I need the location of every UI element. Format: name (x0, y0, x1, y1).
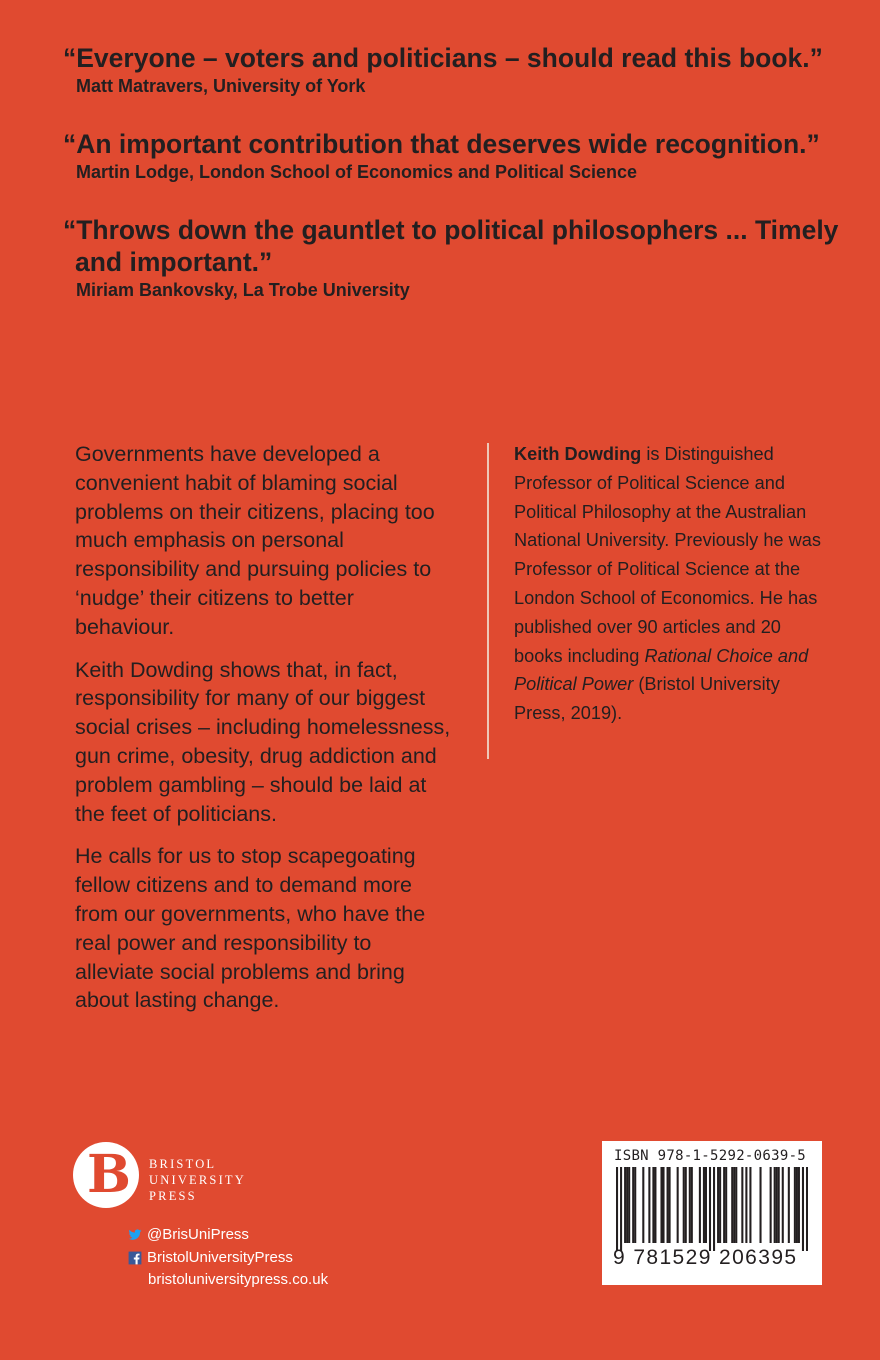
barcode-bar (770, 1167, 772, 1243)
barcode-bar (723, 1167, 725, 1243)
barcode-bar (660, 1167, 662, 1243)
barcode-bar (648, 1167, 650, 1243)
barcode-bar (794, 1167, 796, 1243)
barcode-bar (662, 1167, 664, 1243)
barcode-bar (719, 1167, 721, 1243)
logo-wordmark (149, 1156, 269, 1204)
column-divider (487, 443, 489, 759)
isbn-label: ISBN 978-1-5292-0639-5 (614, 1148, 807, 1164)
barcode-bar (806, 1167, 808, 1251)
description-paragraph: Keith Dowding shows that, in fact, responsibility for many of our biggest social crises – including homelessness, gun crime, obesity, drug addiction and problem gambling – should be laid at the feet of politicians. (75, 657, 451, 826)
barcode-bar (626, 1167, 628, 1243)
barcode-bar (699, 1167, 701, 1243)
ean-digits: 9 781529 206395 (613, 1246, 798, 1269)
barcode-bar (632, 1167, 634, 1243)
endorsement (63, 42, 843, 98)
endorsement (63, 128, 843, 184)
barcode-bar (788, 1167, 790, 1243)
facebook-handle: BristolUniversityPress (147, 1248, 293, 1266)
barcode-bar (703, 1167, 705, 1243)
barcode-bar (667, 1167, 669, 1243)
facebook-link[interactable] (128, 1247, 328, 1270)
endorsement-source: Martin Lodge, London School of Economics and Political Science (76, 162, 638, 182)
barcode-bar (717, 1167, 719, 1243)
website-url: bristoluniversitypress.co.uk (148, 1271, 329, 1288)
barcode-bar (691, 1167, 693, 1243)
endorsement-quote: “Throws down the gauntlet to political philosophers ... Timely and important.” (63, 215, 839, 277)
barcode-bar (654, 1167, 656, 1243)
author-bio (514, 440, 834, 728)
author-name: Keith Dowding (514, 444, 642, 464)
barcode-bar (776, 1167, 778, 1243)
barcode-bar (798, 1167, 800, 1243)
barcode-bar (685, 1167, 687, 1243)
barcode-bar (683, 1167, 685, 1243)
barcode-bar (620, 1167, 622, 1251)
barcode-bar (616, 1167, 618, 1251)
publisher-contacts (128, 1224, 328, 1292)
barcode-bar (652, 1167, 654, 1243)
barcode-bar (733, 1167, 735, 1243)
endorsement-quote: “Everyone – voters and politicians – should read this book.” (63, 43, 823, 73)
description-paragraph: He calls for us to stop scapegoating fellow citizens and to demand more from our governments, who have the real power and responsibility to alleviate social problems and bring about lasting change. (75, 844, 426, 1013)
barcode-bar (628, 1167, 630, 1243)
logo-mark (73, 1142, 139, 1208)
book-description (75, 440, 455, 1029)
website-link[interactable] (128, 1269, 328, 1292)
barcode-bars (616, 1167, 808, 1251)
barcode-bar (749, 1167, 751, 1243)
barcode-bar (796, 1167, 798, 1243)
barcode-bar (774, 1167, 776, 1243)
isbn-barcode (602, 1141, 822, 1285)
logo-line: PRESS (149, 1189, 197, 1203)
endorsement (63, 214, 843, 302)
book-title: Rational Choice and Political Power (514, 645, 809, 695)
bio-text: is Distinguished Professor of Political Science and Political Philosophy at the Australian National University. Previously he was Professor of Political Science at the London School of Economics. He has published over 90 articles and 20 books including (514, 444, 821, 666)
logo-line: BRISTOL (149, 1157, 217, 1171)
barcode-bar (782, 1167, 784, 1243)
twitter-icon (128, 1228, 142, 1242)
barcode-bar (725, 1167, 727, 1243)
facebook-icon (128, 1251, 142, 1265)
endorsement-source: Miriam Bankovsky, La Trobe University (76, 280, 410, 300)
barcode-bar (677, 1167, 679, 1243)
barcode-bar (741, 1167, 743, 1243)
barcode-bar (705, 1167, 707, 1243)
logo-line: UNIVERSITY (149, 1173, 246, 1187)
bio-text-end: (Bristol University Press, 2019). (514, 674, 780, 724)
barcode-bar (689, 1167, 691, 1243)
twitter-handle: @BrisUniPress (147, 1226, 249, 1243)
endorsements (63, 42, 843, 332)
barcode-bar (745, 1167, 747, 1243)
barcode-bar (735, 1167, 737, 1243)
logo-letter: B (87, 1144, 131, 1205)
endorsement-quote: “An important contribution that deserves wide recognition.” (63, 129, 820, 159)
barcode-bar (669, 1167, 671, 1243)
barcode-bar (634, 1167, 636, 1243)
barcode-bar (624, 1167, 626, 1243)
barcode-bar (802, 1167, 804, 1251)
description-paragraph: Governments have developed a convenient habit of blaming social problems on their citizens, placing too much emphasis on personal responsibility and pursuing policies to ‘nudge’ their citizens to better behaviour. (75, 442, 435, 639)
endorsement-source: Matt Matravers, University of York (76, 76, 366, 96)
twitter-link[interactable] (128, 1224, 328, 1247)
barcode-bar (709, 1167, 711, 1251)
barcode-bar (759, 1167, 761, 1243)
barcode-bar (778, 1167, 780, 1243)
barcode-bar (642, 1167, 644, 1243)
barcode-bar (713, 1167, 715, 1251)
barcode-bar (731, 1167, 733, 1243)
